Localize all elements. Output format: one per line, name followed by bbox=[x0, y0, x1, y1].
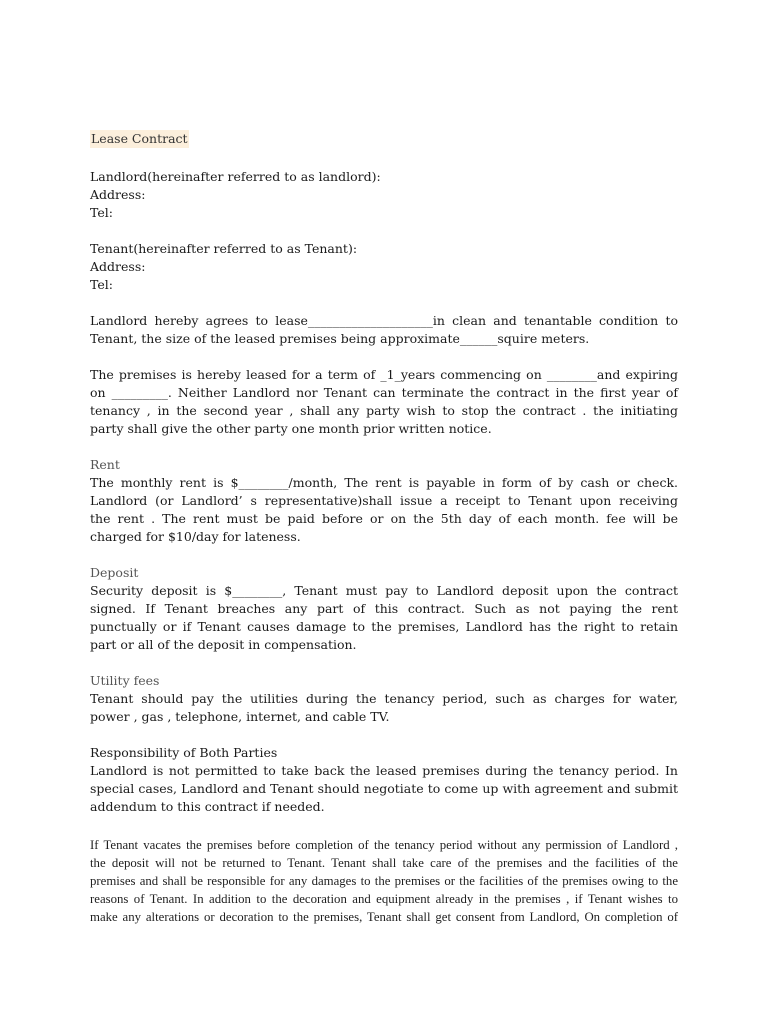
term-paragraph bbox=[90, 366, 678, 438]
paragraph-line: Security deposit is $________, Tenant must pay to Landlord deposit upon the contract bbox=[90, 583, 678, 598]
title-text: Lease Contract bbox=[91, 131, 188, 146]
responsibility-section bbox=[90, 744, 678, 816]
landlord-tel: Tel: bbox=[90, 205, 113, 220]
paragraph-line: charged for $10/day for lateness. bbox=[90, 529, 301, 544]
vacate-paragraph bbox=[90, 836, 678, 926]
paragraph-line: addendum to this contract if needed. bbox=[90, 799, 325, 814]
rent-label: Rent bbox=[90, 457, 120, 472]
agreement-paragraph bbox=[90, 312, 678, 348]
landlord-address: Address: bbox=[90, 187, 146, 202]
document-body bbox=[90, 128, 678, 926]
tenant-address: Address: bbox=[90, 259, 146, 274]
tenant-tel: Tel: bbox=[90, 277, 113, 292]
tenant-heading: Tenant(hereinafter referred to as Tenant): bbox=[90, 241, 358, 256]
paragraph-line: The monthly rent is $________/month, The rent is payable in form of by cash or check. bbox=[90, 475, 678, 490]
document-title bbox=[90, 128, 678, 148]
deposit-label: Deposit bbox=[90, 565, 139, 580]
paragraph-line: Tenant, the size of the leased premises being approximate______squire meters. bbox=[90, 331, 590, 346]
paragraph-line: signed. If Tenant breaches any part of this contract. Such as not paying the rent bbox=[90, 601, 678, 616]
rent-section bbox=[90, 456, 678, 546]
paragraph-line: Landlord is not permitted to take back the leased premises during the tenancy period. In bbox=[90, 763, 678, 778]
landlord-section bbox=[90, 168, 678, 222]
paragraph-line: on _________. Neither Landlord nor Tenant can terminate the contract in the first year of bbox=[90, 385, 678, 400]
paragraph-line: the deposit will not be returned to Tenant. Tenant shall take care of the premises and the facilities of the bbox=[90, 856, 678, 870]
paragraph-line: part or all of the deposit in compensation. bbox=[90, 637, 357, 652]
utility-label: Utility fees bbox=[90, 673, 160, 688]
paragraph-line: make any alterations or decoration to the premises, Tenant shall get consent from Landlord, On completion of bbox=[90, 910, 678, 924]
paragraph-line: power , gas , telephone, internet, and cable TV. bbox=[90, 709, 390, 724]
paragraph-line: reasons of Tenant. In addition to the decoration and equipment already in the premises , if Tenant wishes to bbox=[90, 892, 678, 906]
paragraph-line: punctually or if Tenant causes damage to the premises, Landlord has the right to retain bbox=[90, 619, 678, 634]
paragraph-line: tenancy , in the second year , shall any party wish to stop the contract . the initiating bbox=[90, 403, 678, 418]
landlord-heading: Landlord(hereinafter referred to as landlord): bbox=[90, 169, 381, 184]
tenant-section bbox=[90, 240, 678, 294]
paragraph-line: party shall give the other party one month prior written notice. bbox=[90, 421, 492, 436]
paragraph-line: Landlord hereby agrees to lease____________________in clean and tenantable condition to bbox=[90, 313, 678, 328]
responsibility-label: Responsibility of Both Parties bbox=[90, 745, 278, 760]
paragraph-line: The premises is hereby leased for a term of _1_years commencing on ________and expiring bbox=[90, 367, 678, 382]
utility-section bbox=[90, 672, 678, 726]
deposit-section bbox=[90, 564, 678, 654]
paragraph-line: premises and shall be responsible for any damages to the premises or the facilities of the premises owing to the bbox=[90, 874, 678, 888]
paragraph-line: special cases, Landlord and Tenant should negotiate to come up with agreement and submit bbox=[90, 781, 678, 796]
paragraph-line: If Tenant vacates the premises before completion of the tenancy period without any permission of Landlord , bbox=[90, 838, 678, 852]
paragraph-line: Tenant should pay the utilities during the tenancy period, such as charges for water, bbox=[90, 691, 678, 706]
paragraph-line: Landlord (or Landlord’ s representative)shall issue a receipt to Tenant upon receiving bbox=[90, 493, 678, 508]
paragraph-line: the rent . The rent must be paid before or on the 5th day of each month. fee will be bbox=[90, 511, 678, 526]
